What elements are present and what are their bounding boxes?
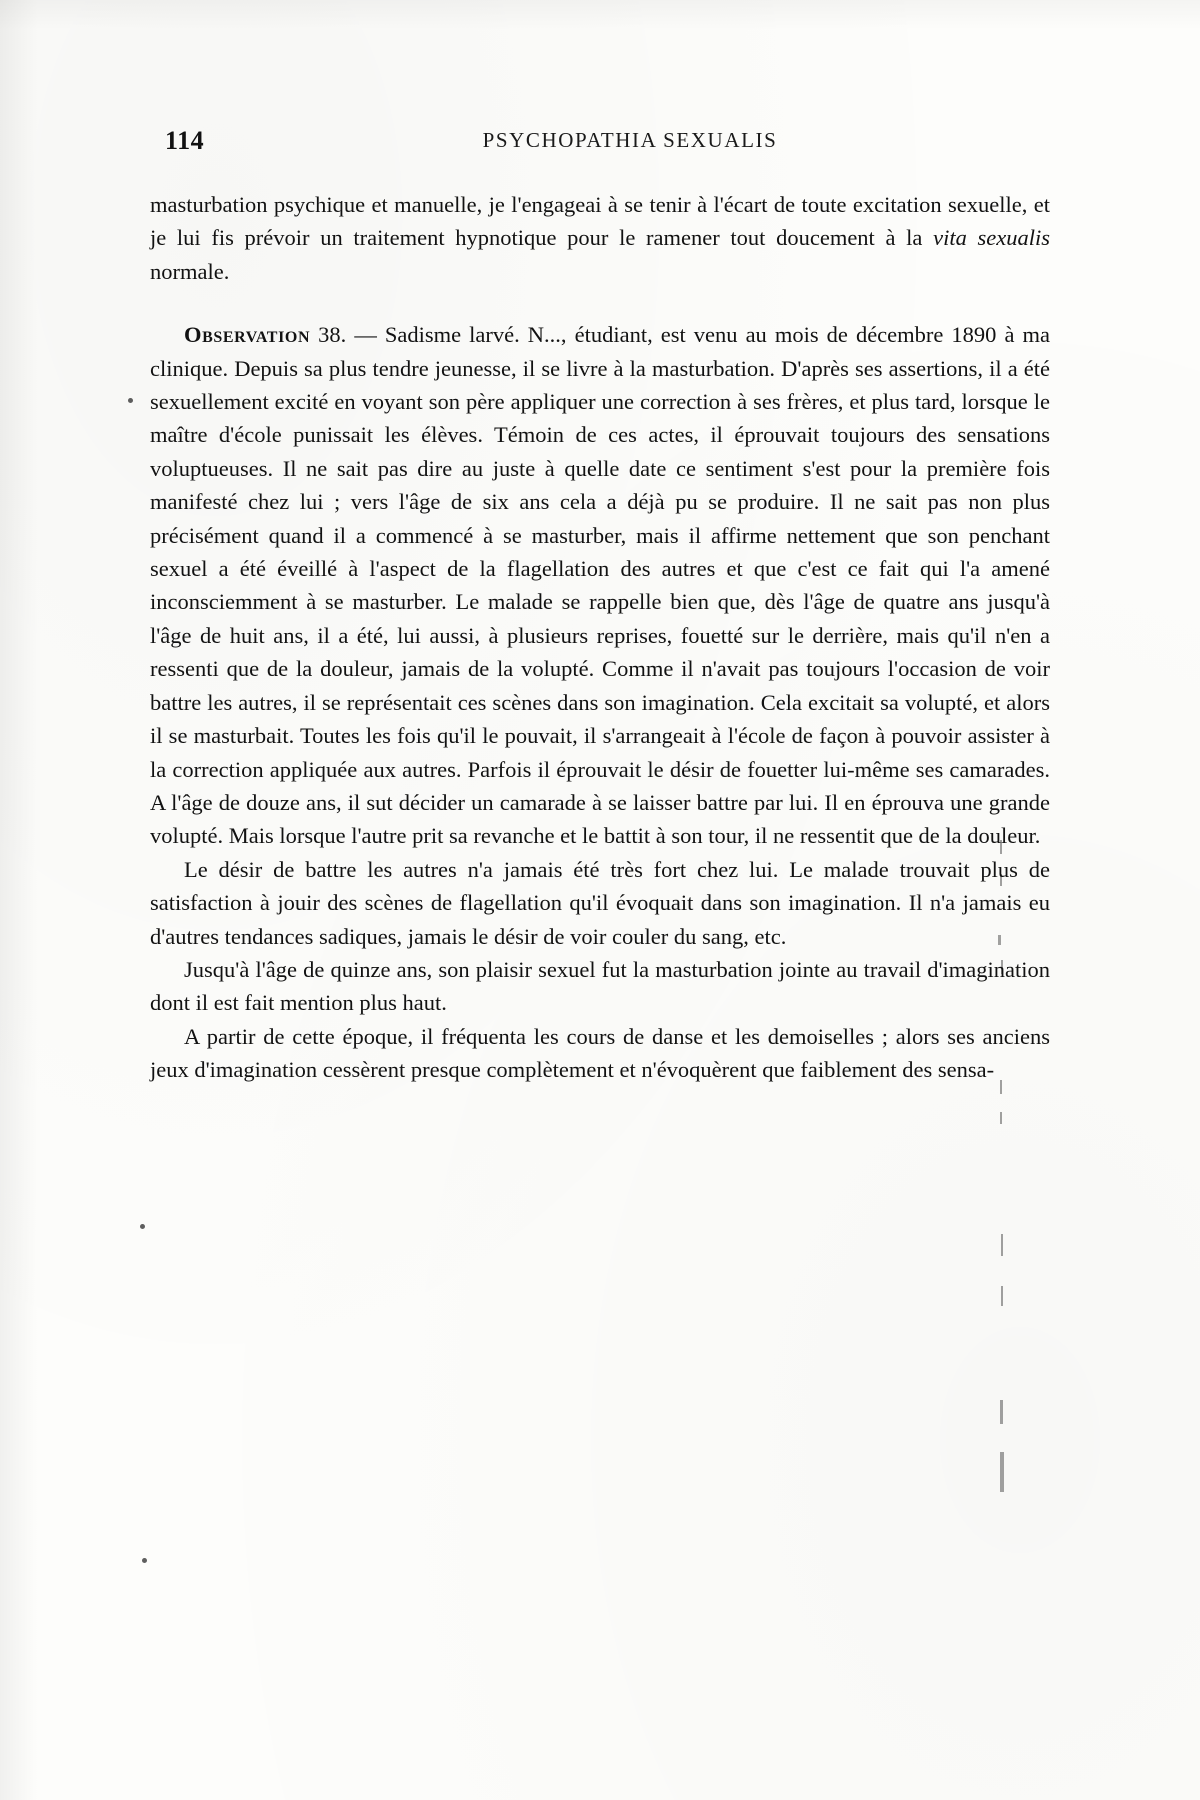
margin-bleed-mark: [1000, 1452, 1004, 1492]
paragraph-spacer: [150, 288, 1050, 318]
paragraph-4: A partir de cette époque, il fréquenta les cours de danse et les demoiselles ; alors ses anciens jeux d'imagination cessèrent presque complètement et n'évoquèrent que faiblement des sensa-: [150, 1023, 1050, 1083]
ink-speck: [140, 1224, 145, 1229]
ink-speck: [128, 398, 133, 403]
page-top-edge-shading: [0, 0, 1200, 30]
page-body: [150, 188, 1050, 1087]
observation-dash: —: [354, 322, 377, 348]
margin-bleed-mark: [1001, 1234, 1003, 1256]
ink-speck: [142, 1558, 147, 1563]
running-head: PSYCHOPATHIA SEXUALIS: [482, 128, 778, 152]
observation-title: Sadisme larvé.: [384, 322, 520, 348]
vita-sexualis-italic: vita sexualis: [933, 225, 1051, 251]
page-left-edge-shading: [0, 0, 38, 1800]
paragraph-continued-tail: normale.: [150, 258, 230, 284]
observation-body: N..., étudiant, est venu au mois de décembre 1890 à ma clinique. Depuis sa plus tendre jeunesse, il se livre à la masturbation. D'après ses assertions, il a été sexuellement excité en voyant son père appliquer une correction à ses frères, et plus tard, lorsque le maître d'école punissait les élèves. Témoin de ces actes, il éprouvait toujours des sensations voluptueuses. Il ne sait pas dire au juste à quelle date ce sentiment s'est pour la première fois manifesté chez lui ; vers l'âge de six ans cela a déjà pu se produire. Il ne sait pas non plus précisément quand il a commencé à se masturber, mais il affirme nettement que son penchant sexuel a été éveillé à l'aspect de la flagellation des autres et que c'est ce fait qui l'a amené inconsciemment à se masturber. Le malade se rappelle bien que, dès l'âge de quatre ans jusqu'à l'âge de huit ans, il a été, lui aussi, à plusieurs reprises, fouetté sur le derrière, mais qu'il n'en a ressenti que de la douleur, jamais de la volupté. Comme il n'avait pas toujours l'occasion de voir battre les autres, il se représentait ces scènes dans son imagination. Cela excitait sa volupté, et alors il se masturbait. Toutes les fois qu'il le pouvait, il s'arrangeait à l'école de façon à pouvoir assister à la correction appliquée aux autres. Parfois il éprouvait le désir de fouetter lui-même ses camarades. A l'âge de douze ans, il sut décider un camarade à se laisser battre par lui. Il en éprouva une grande volupté. Mais lorsque l'autre prit sa revanche et le battit à son tour, il ne ressentit que de la douleur.: [150, 322, 1050, 849]
paragraph-continued: [150, 188, 1050, 288]
paragraph-3: Jusqu'à l'âge de quinze ans, son plaisir sexuel fut la masturbation jointe au travail d'imagination dont il est fait mention plus haut.: [150, 956, 1050, 1016]
margin-bleed-mark: [1001, 1286, 1003, 1306]
observation-label: Observation: [184, 322, 311, 348]
margin-bleed-mark: [1000, 1112, 1002, 1124]
paragraph-continued-text: masturbation psychique et manuelle, je l'engageai à se tenir à l'écart de toute excitation sexuelle, et je lui fis prévoir un traitement hypnotique pour le ramener tout doucement à la: [150, 192, 1050, 251]
paragraph-2: Le désir de battre les autres n'a jamais été très fort chez lui. Le malade trouvait plus de satisfaction à jouir des scènes de flagellation qu'il évoquait dans son imagination. Il n'a jamais eu d'autres tendances sadiques, jamais le désir de voir couler du sang, etc.: [150, 856, 1050, 949]
observation-paragraph: [150, 318, 1050, 853]
observation-number: 38.: [318, 322, 347, 348]
page-number: 114: [165, 126, 205, 155]
margin-bleed-mark: [1000, 1400, 1003, 1424]
page-header: [150, 120, 1050, 162]
